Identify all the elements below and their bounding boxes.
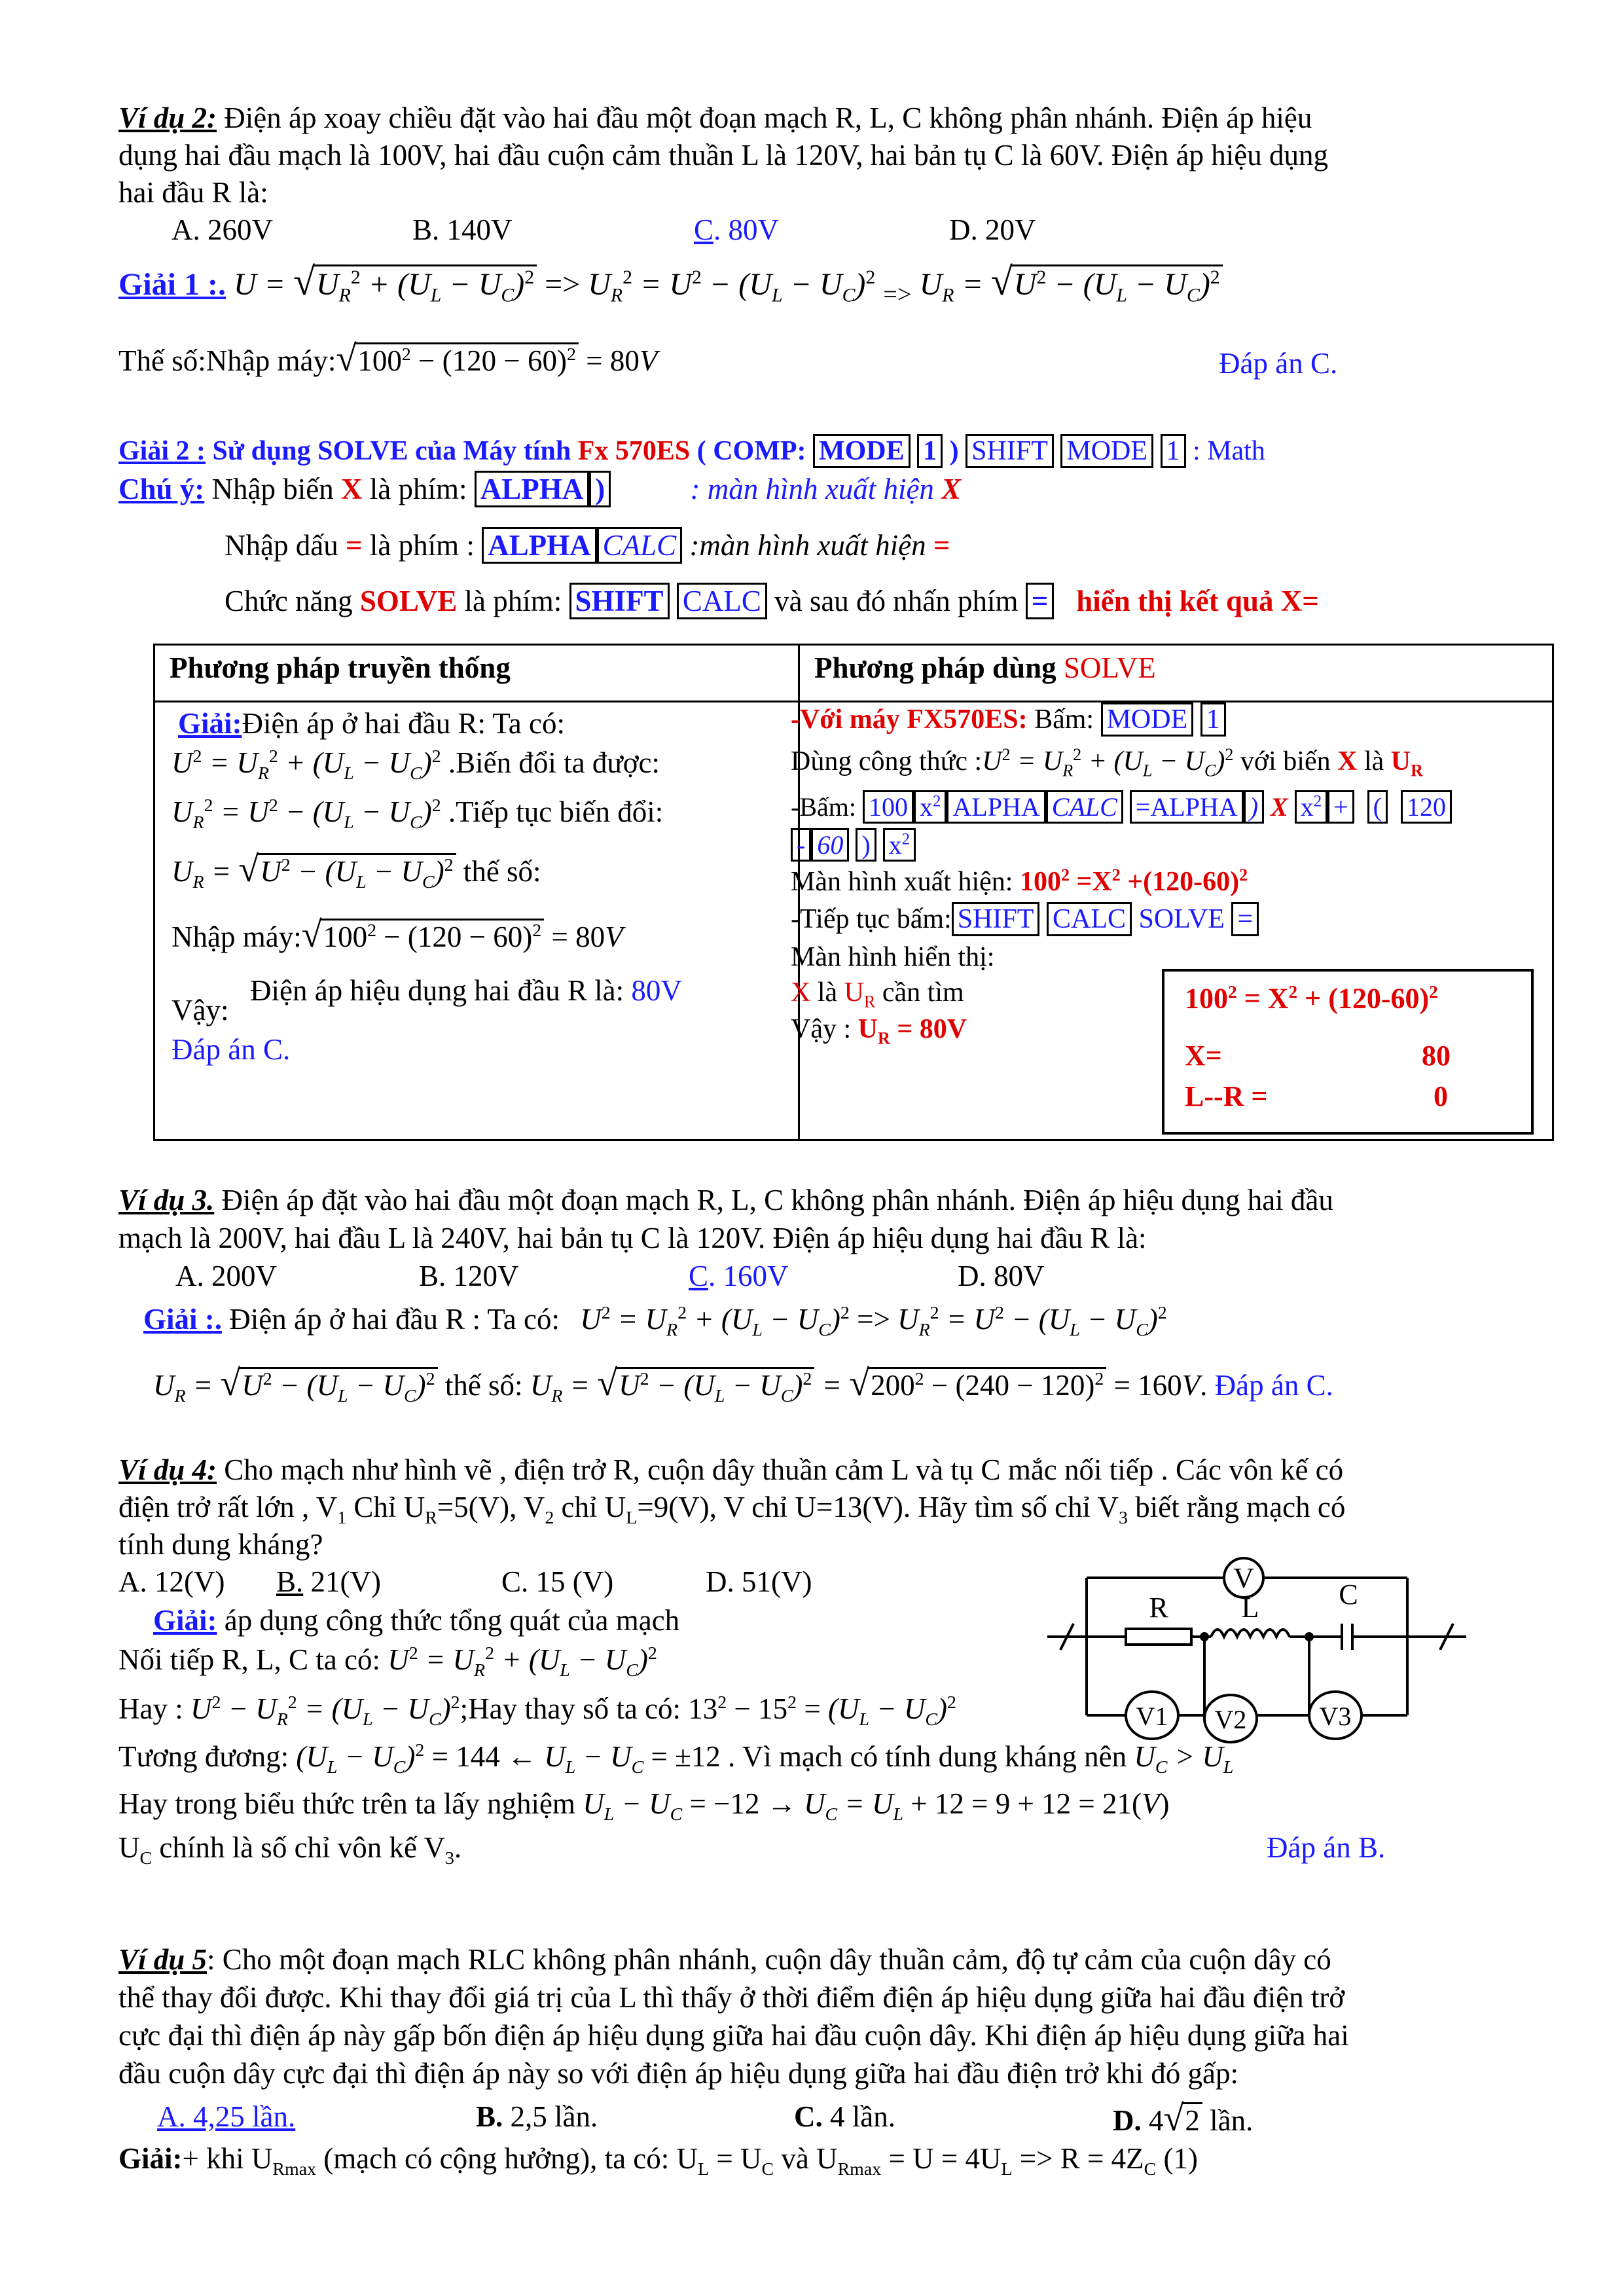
right-line6: -Tiếp tục bấm: SHIFT CALC SOLVE = (791, 903, 1259, 935)
lparen-key[interactable]: ( (1367, 790, 1388, 824)
label-v3: V3 (1319, 1702, 1352, 1731)
label-l: L (1241, 1592, 1259, 1624)
right-line9: Vậy : $U_R = 80V$ (791, 1014, 967, 1048)
ex4-line-series: Nối tiếp R, L, C ta có: $U^2 = U_R^2 + (U_L - U_C)^2$ (118, 1643, 657, 1681)
one-key-3[interactable]: 1 (1200, 702, 1226, 737)
result-lr-value: 0 (1434, 1080, 1448, 1112)
alpha-key-2[interactable]: ALPHA (482, 527, 597, 564)
ex2-opt-b: B. 140V (412, 213, 513, 246)
alpha-key-3[interactable]: ALPHA (947, 790, 1045, 824)
ex5-line1: Ví dụ 5: Cho một đoạn mạch RLC không phân nhánh, cuộn dây thuần cảm, độ tự cảm của cuộn dây có (118, 1943, 1331, 1976)
note-equal: Nhập dấu = là phím : ALPHA CALC :màn hình xuất hiện = (225, 529, 950, 563)
mode-key[interactable]: MODE (813, 434, 911, 468)
x2-key-2[interactable]: $x^2$ (1295, 790, 1327, 824)
k60-key[interactable]: 60 (811, 828, 849, 862)
ex2-line2: dụng hai đầu mạch là 100V, hai đầu cuộn cảm thuần L là 120V, hai bản tụ C là 60V. Điện áp hiệu dụng (118, 139, 1328, 172)
ex3-opt-a: A. 200V (175, 1260, 277, 1292)
ex5-line3: cực đại thì điện áp này gấp bốn điện áp hiệu dụng giữa hai đầu cuộn dây. Khi điện áp hiệu dụng giữa hai (118, 2019, 1349, 2052)
plus-key[interactable]: + (1327, 790, 1354, 824)
ex4-line1: Ví dụ 4: Cho mạch như hình vẽ , điện trở R, cuộn dây thuần cảm L và tụ C mắc nối tiếp . Các vôn kế có (118, 1453, 1344, 1486)
ex2-opt-c: C. 80V (694, 213, 780, 246)
left-formula-2: $U_R^2 = U^2 - (U_L - U_C)^2$ .Tiếp tục biến đổi: (171, 795, 664, 833)
ex2-answer: Đáp án C. (1219, 347, 1338, 380)
result-x-value: 80 (1422, 1040, 1451, 1072)
label-c: C (1339, 1578, 1358, 1611)
ex4-opt-d: D. 51(V) (706, 1565, 812, 1598)
alpha-key[interactable]: ALPHA (475, 471, 590, 507)
left-conclusion: Điện áp hiệu dụng hai đầu R là: 80V (250, 974, 682, 1007)
ex2-substitution: Thế số:Nhập $máy:√100^2 - (120 - 60)^2 = 80V$ (118, 338, 658, 379)
mode-key-3[interactable]: MODE (1101, 702, 1194, 737)
ex2-line3: hai đầu R là: (118, 176, 268, 209)
right-line4 (791, 830, 916, 860)
label-v: V (1233, 1562, 1254, 1594)
ex4-line-root: Hay trong biểu thức trên ta lấy nghiệm $U_L - U_C = -12 \to U_C = U_L + 12 = 9 + 12 = 21(V)$ (118, 1787, 1170, 1825)
x2-key-3[interactable]: $x^2$ (883, 828, 916, 862)
k120-key[interactable]: 120 (1401, 790, 1452, 824)
left-input: Nhập $máy:√100^2 - (120 - 60)^2 = 80V$ (171, 915, 623, 955)
ex4-solution: Giải: áp dụng công thức tổng quát của mạch (153, 1604, 680, 1637)
left-intro: Giải:Điện áp ở hai đầu R: Ta có: (178, 707, 565, 740)
ex3-opt-c: C. 160V (689, 1260, 789, 1292)
eq-alpha-key[interactable]: =ALPHA (1130, 790, 1244, 824)
ex4-opt-b: B. 21(V) (276, 1565, 381, 1598)
label-v2: V2 (1214, 1705, 1247, 1734)
formula-numeric: $√100^2 - (120 - 60)^2 = 80V$ (336, 338, 658, 379)
left-vay: Vậy: (171, 994, 229, 1027)
label-r: R (1149, 1592, 1168, 1624)
calc-key-4[interactable]: CALC (1047, 902, 1132, 936)
right-line1: -Với máy FX570ES: Bấm: MODE 1 (791, 704, 1226, 735)
k100-key[interactable]: 100 (863, 790, 914, 824)
ex3-line1: Ví dụ 3. Điện áp đặt vào hai đầu một đoạn mạch R, L, C không phân nhánh. Điện áp hiệu dụng hai đầu (118, 1184, 1333, 1216)
left-formula-1: $U^2 = U_R^2 + (U_L - U_C)^2$ .Biến đổi ta được: (171, 746, 660, 784)
ex4-opt-c: C. 15 (V) (501, 1565, 614, 1598)
note-variable: Chú ý: Nhập biến X là phím: ALPHA ) : màn hình xuất hiện X (118, 473, 961, 507)
calc-key-3[interactable]: CALC (1046, 790, 1123, 824)
x2-key[interactable]: $x^2$ (914, 790, 947, 824)
label-v1: V1 (1136, 1702, 1168, 1731)
ex3-opt-b: B. 120V (419, 1260, 519, 1292)
note-solve: Chức năng SOLVE là phím: SHIFT CALC và sau đó nhấn phím = hiển thị kết quả X= (225, 585, 1319, 619)
paren-key[interactable]: ) (589, 471, 611, 507)
left-answer: Đáp án C. (171, 1033, 291, 1066)
right-line2: Dùng công thức $:U^2 = U_R^2 + (U_L - U_C)^2$ với biến X là $U_R$ (791, 745, 1423, 780)
left-formula-3: $U_R = √U^2 - (U_L - U_C)^2$ thế số: (171, 849, 541, 892)
right-line3: -Bấm: 100 $x^2$ ALPHA CALC =ALPHA ) X $x^2$ + ( 120 (791, 792, 1452, 822)
right-line5: Màn hình xuất hiện: $100^2 =X^2 +(120-60)^2$ (791, 866, 1248, 897)
right-line7: Màn hình hiển thị: (791, 942, 995, 972)
ex4-line-hay: Hay : $U^2 - U_R^2 = (U_L$ − $U_C)^2;Hay$ thay số ta có: $13^2 - 15^2 = (U_L - U_C)^2$ (118, 1692, 956, 1730)
ex4-line3: tính dung kháng? (118, 1528, 323, 1561)
paren-key-2[interactable]: ) (1244, 790, 1264, 824)
shift-key-3[interactable]: SHIFT (952, 902, 1040, 936)
one-key-2[interactable]: 1 (1161, 434, 1186, 468)
inductor-symbol (1211, 1630, 1290, 1637)
ex4-line-equiv: Tương đương: $(U_L - U_C)^2 = 144$ ← $U_L - U_C = \pm 12$ . Vì mạch có tính dung kháng nên $U_C > U_L$ (118, 1740, 1234, 1777)
result-x-label: X= (1185, 1040, 1222, 1072)
ex5-line2: thể thay đổi được. Khi thay đổi giá trị của L thì thấy ở thời điểm điện áp hiệu dụng giữa hai đầu điện trở (118, 1981, 1345, 2014)
ex2-solution2: Giải 2 : Sử dụng SOLVE của Máy tính Fx 570ES ( COMP: MODE 1 ) SHIFT MODE 1 : Math (118, 435, 1265, 467)
ex2-label: Ví dụ 2: (118, 101, 217, 134)
result-line1: $100^2 = X^2 + (120-60)^2$ (1185, 982, 1438, 1015)
ex5-line4: đầu cuộn dây cực đại thì điện áp này so với điện áp hiệu dụng giữa hai đầu điện trở khi đó gấp: (118, 2057, 1238, 2090)
ex4-opt-a: A. 12(V) (118, 1565, 225, 1598)
mode-key-2[interactable]: MODE (1060, 434, 1153, 468)
ex5-opt-b: B. 2,5 lần. (476, 2100, 598, 2133)
ex3-substitution: $U_R = √U^2 - (U_L - U_C)^2$ thế số: $U_R = √U^2 - (U_L - U_C)^2 = √200^2 - (240 - 120)^2 = 160V$. Đáp án C. (153, 1363, 1333, 1406)
ex3-line2: mạch là 200V, hai đầu L là 240V, hai bản tụ C là 120V. Điện áp hiệu dụng hai đầu R là: (118, 1222, 1147, 1254)
ex3-solution: Giải :. Điện áp ở hai đầu R : Ta có: $U^2 = U_R^2 + (U_L - U_C)^2 => U_R^2 = U^2 - (U_L - U_C)^2$ (143, 1303, 1167, 1340)
table-head-left: Phương pháp truyền thống (154, 645, 799, 702)
right-line8: X là $U_R$ cần tìm (791, 977, 964, 1011)
calc-key-2[interactable]: CALC (677, 583, 767, 619)
ex5-opt-d: D. 4√2 lần. (1113, 2098, 1254, 2139)
calc-key[interactable]: CALC (597, 527, 683, 564)
ex2-solution1 (118, 262, 1223, 309)
ex4-line-uc: $U_C$ chính là số chỉ vôn kế $V_3$. (118, 1831, 462, 1868)
minus-key[interactable]: - (791, 828, 811, 862)
result-lr-label: L--R = (1185, 1080, 1268, 1112)
ex2-line1: Ví dụ 2: Điện áp xoay chiều đặt vào hai đầu một đoạn mạch R, L, C không phân nhánh. Điện áp hiệu (118, 101, 1312, 134)
ex2-opt-a: A. 260V (171, 213, 273, 246)
table-head-right: Phương pháp dùng SOLVE (799, 645, 1553, 702)
shift-key-2[interactable]: SHIFT (569, 583, 670, 619)
one-key[interactable]: 1 (917, 434, 943, 468)
ex4-line2: điện trở rất lớn , $V_1$ Chỉ $U_R=5(V)$, $V_2$ chỉ $U_L=9(V)$, V chỉ U=13(V). Hãy tìm số chỉ $V_3$ biết rằng mạch có (118, 1491, 1346, 1528)
rparen-key[interactable]: ) (856, 828, 876, 862)
ex4-answer: Đáp án B. (1267, 1831, 1386, 1864)
circuit-diagram (1047, 1552, 1479, 1774)
formula-ur: $U = √U_R^2 + (U_L - U_C)^2 => U_R^2 = U^2 - (U_L - U_C)^2$ $_{=>}$ $U_R = √U^2 - (U_L - U_C)^2$ (234, 267, 1223, 302)
ex5-opt-c: C. 4 lần. (794, 2100, 895, 2133)
ex5-opt-a: A. 4,25 lần. (157, 2100, 296, 2133)
ex3-opt-d: D. 80V (958, 1260, 1045, 1292)
resistor-symbol (1126, 1629, 1191, 1645)
ex5-solution: Giải:+ khi $U_{Rmax}$ (mạch có cộng hưởng), ta có: $U_L = U_C$ và $U_{Rmax} = U = 4U_L => R = 4Z_C$ (1) (118, 2142, 1198, 2179)
ex2-opt-d: D. 20V (949, 213, 1036, 246)
equals-key-2[interactable]: = (1231, 902, 1259, 936)
equals-key[interactable]: = (1026, 583, 1055, 619)
solution1-label: Giải 1 :. (118, 267, 226, 302)
shift-key[interactable]: SHIFT (965, 434, 1054, 468)
junction-dot (1200, 1632, 1209, 1641)
junction-dot (1305, 1632, 1314, 1641)
